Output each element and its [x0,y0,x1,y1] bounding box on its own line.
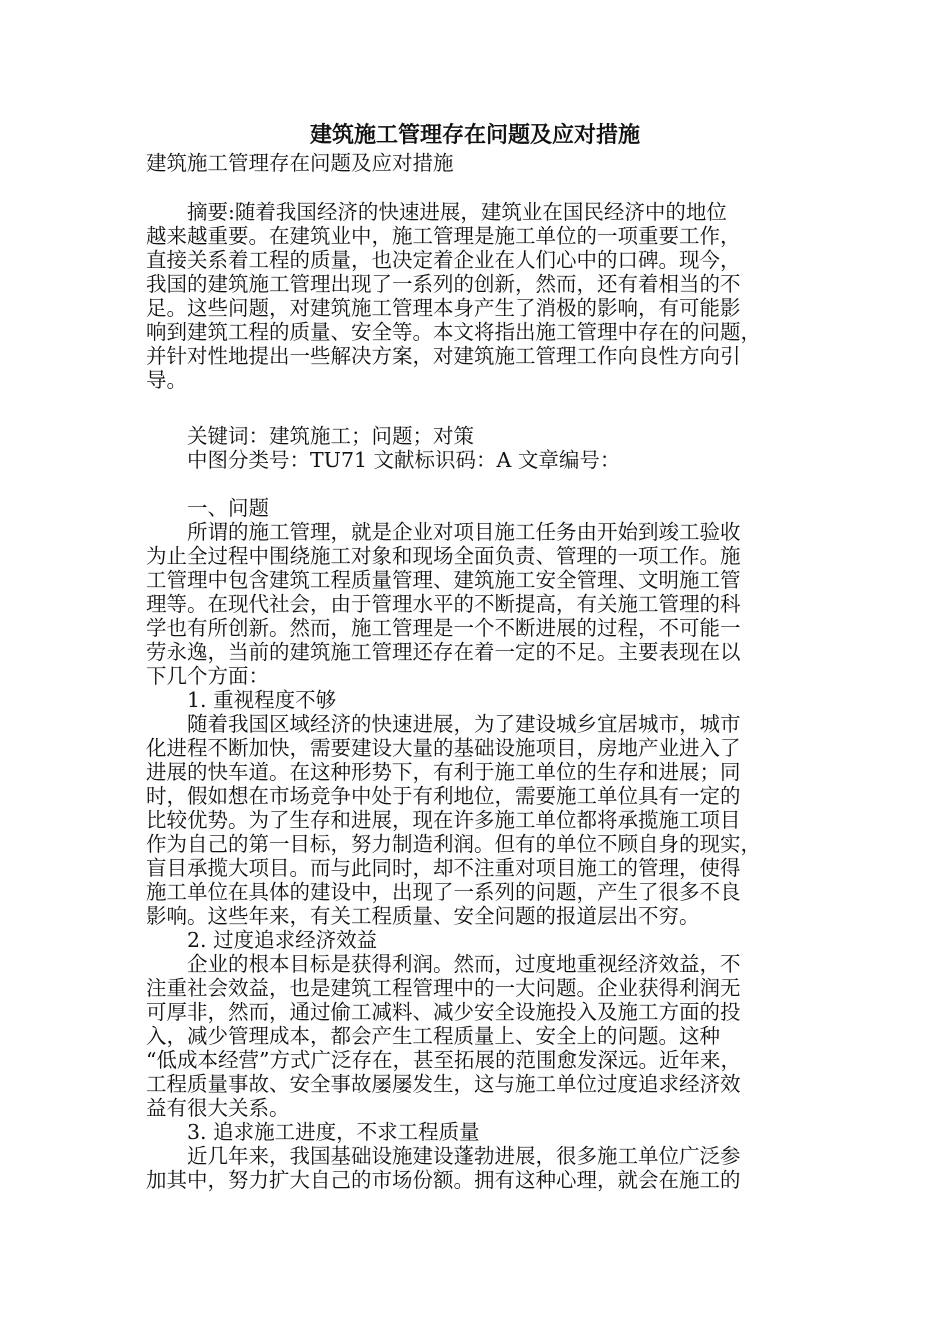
keywords-line: 关键词：建筑施工；问题；对策 [146,424,474,448]
body-line: 下几个方面： [146,664,269,688]
body-line: 入，减少管理成本，都会产生工程质量上、安全上的问题。这种 [146,1024,720,1048]
abstract-line: 我国的建筑施工管理出现了一系列的创新，然而，还有着相当的不 [146,272,741,296]
classification-line: 中图分类号：TU71 文献标识码：A 文章编号： [146,448,621,472]
section-heading: 一、问题 [146,496,269,520]
body-line: 工管理中包含建筑工程质量管理、建筑施工安全管理、文明施工管 [146,568,741,592]
body-line: 施工单位在具体的建设中，出现了一系列的问题，产生了很多不良 [146,880,741,904]
body-line: 加其中，努力扩大自己的市场份额。拥有这种心理，就会在施工的 [146,1168,741,1192]
body-line: 益有很大关系。 [146,1096,290,1120]
body-line: 化进程不断加快，需要建设大量的基础设施项目，房地产业进入了 [146,736,741,760]
abstract-line: 并针对性地提出一些解决方案，对建筑施工管理工作向良性方向引 [146,344,741,368]
body-line: 作为自己的第一目标，努力制造利润。但有的单位不顾自身的现实， [146,832,761,856]
body-line: 注重社会效益，也是建筑工程管理中的一大问题。企业获得利润无 [146,976,741,1000]
body-line: 随着我国区域经济的快速进展，为了建设城乡宜居城市，城市 [146,712,741,736]
body-line: 劳永逸，当前的建筑施工管理还存在着一定的不足。主要表现在以 [146,640,741,664]
subsection-heading: 3. 追求施工进度，不求工程质量 [146,1120,480,1144]
document-title: 建筑施工管理存在问题及应对措施 [309,122,640,148]
body-line: 盲目承揽大项目。而与此同时，却不注重对项目施工的管理，使得 [146,856,741,880]
body-line: 为止全过程中围绕施工对象和现场全面负责、管理的一项工作。施 [146,544,741,568]
subsection-heading: 1. 重视程度不够 [146,688,337,712]
body-line: 近几年来，我国基础设施建设蓬勃进展，很多施工单位广泛参 [146,1144,741,1168]
body-line: 可厚非，然而，通过偷工减料、减少安全设施投入及施工方面的投 [146,1000,741,1024]
body-line: 学也有所创新。然而，施工管理是一个不断进展的过程，不可能一 [146,616,741,640]
subtitle-line: 建筑施工管理存在问题及应对措施 [146,151,454,175]
abstract-line: 导。 [146,368,187,392]
body-line: “低成本经营”方式广泛存在，甚至拓展的范围愈发深远。近年来， [146,1048,741,1072]
body-line: 时，假如想在市场竞争中处于有利地位，需要施工单位具有一定的 [146,784,741,808]
body-line: 企业的根本目标是获得利润。然而，过度地重视经济效益，不 [146,952,741,976]
body-line: 比较优势。为了生存和进展，现在许多施工单位都将承揽施工项目 [146,808,741,832]
body-line: 理等。在现代社会，由于管理水平的不断提高，有关施工管理的科 [146,592,741,616]
body-line: 影响。这些年来，有关工程质量、安全问题的报道层出不穷。 [146,904,700,928]
body-line: 所谓的施工管理，就是企业对项目施工任务由开始到竣工验收 [146,520,741,544]
abstract-line: 响到建筑工程的质量、安全等。本文将指出施工管理中存在的问题， [146,320,761,344]
body-line: 工程质量事故、安全事故屡屡发生，这与施工单位过度追求经济效 [146,1072,741,1096]
abstract-line: 足。这些问题，对建筑施工管理本身产生了消极的影响，有可能影 [146,296,741,320]
abstract-line: 越来越重要。在建筑业中，施工管理是施工单位的一项重要工作， [146,224,741,248]
abstract-line: 摘要:随着我国经济的快速进展，建筑业在国民经济中的地位 [146,200,727,224]
body-line: 进展的快车道。在这种形势下，有利于施工单位的生存和进展；同 [146,760,741,784]
abstract-line: 直接关系着工程的质量，也决定着企业在人们心中的口碑。现今， [146,248,741,272]
subsection-heading: 2. 过度追求经济效益 [146,928,378,952]
